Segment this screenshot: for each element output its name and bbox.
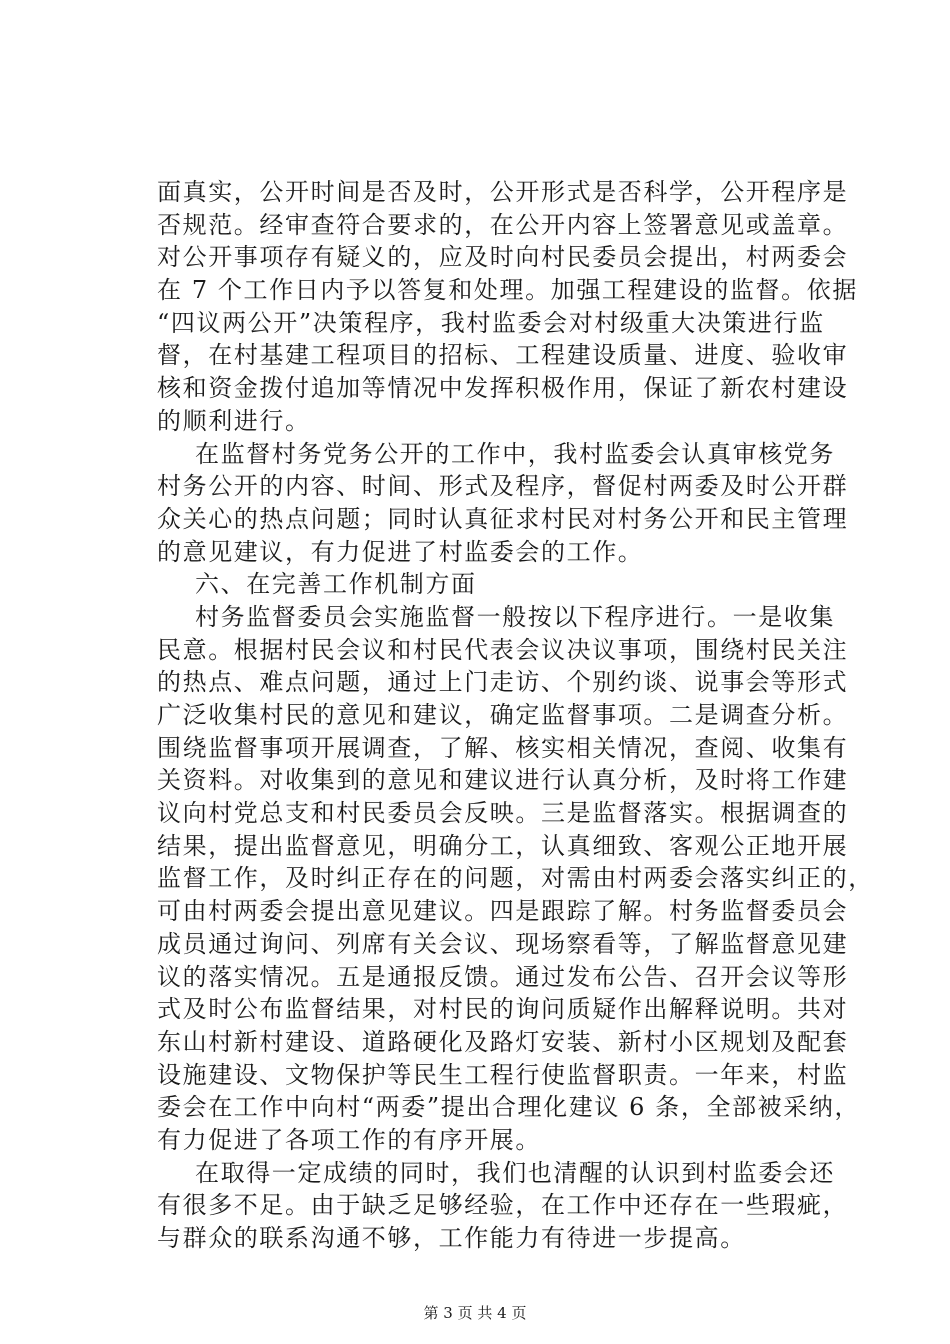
text-line: 可由村两委会提出意见建议。四是跟踪了解。村务监督委员会 <box>157 897 849 926</box>
text-line: 村务公开的内容、时间、形式及程序，督促村两委及时公开群 <box>157 472 849 501</box>
text-line: “四议两公开”决策程序，我村监委会对村级重大决策进行监 <box>157 308 825 337</box>
text-line: 议向村党总支和村民委员会反映。三是监督落实。根据调查的 <box>157 799 849 828</box>
text-line: 在监督村务党务公开的工作中，我村监委会认真审核党务 <box>195 439 835 468</box>
text-line: 的意见建议，有力促进了村监委会的工作。 <box>157 537 644 566</box>
text-line: 村务监督委员会实施监督一般按以下程序进行。一是收集 <box>195 602 835 631</box>
text-line: 监督工作，及时纠正存在的问题，对需由村两委会落实纠正的， <box>157 864 874 893</box>
text-line: 对公开事项存有疑义的，应及时向村民委员会提出，村两委会 <box>157 243 849 272</box>
text-line: 面真实，公开时间是否及时，公开形式是否科学，公开程序是 <box>157 178 849 206</box>
text-line: 民意。根据村民会议和村民代表会议决议事项，围绕村民关注 <box>157 635 849 664</box>
text-line: 围绕监督事项开展调查，了解、核实相关情况，查阅、收集有 <box>157 733 849 762</box>
text-line: 式及时公布监督结果，对村民的询问质疑作出解释说明。共对 <box>157 995 849 1024</box>
text-line: 关资料。对收集到的意见和建议进行认真分析，及时将工作建 <box>157 766 849 795</box>
text-line: 议的落实情况。五是通报反馈。通过发布公告、召开会议等形 <box>157 962 849 991</box>
text-line: 在 7 个工作日内予以答复和处理。加强工程建设的监督。依据 <box>157 276 858 305</box>
body-text <box>157 176 874 1255</box>
text-line: 否规范。经审查符合要求的，在公开内容上签署意见或盖章。 <box>157 210 849 239</box>
text-line: 结果，提出监督意见，明确分工，认真细致、客观公正地开展 <box>157 831 849 860</box>
text-line: 委会在工作中向村“两委”提出合理化建议 6 条，全部被采纳， <box>157 1093 861 1122</box>
page-number: 第 3 页 共 4 页 <box>423 1304 527 1322</box>
text-line: 核和资金拨付追加等情况中发挥积极作用，保证了新农村建设 <box>157 374 849 403</box>
text-line: 有力促进了各项工作的有序开展。 <box>157 1125 541 1154</box>
text-line: 东山村新村建设、道路硬化及路灯安装、新村小区规划及配套 <box>157 1027 849 1056</box>
section-heading: 六、在完善工作机制方面 <box>195 570 477 599</box>
text-line: 有很多不足。由于缺乏足够经验，在工作中还存在一些瑕疵， <box>157 1191 849 1220</box>
text-line: 广泛收集村民的意见和建议，确定监督事项。二是调查分析。 <box>157 701 849 729</box>
text-line: 督，在村基建工程项目的招标、工程建设质量、进度、验收审 <box>157 341 849 370</box>
text-line: 的热点、难点问题，通过上门走访、个别约谈、说事会等形式 <box>157 668 849 697</box>
text-line: 与群众的联系沟通不够，工作能力有待进一步提高。 <box>157 1224 746 1252</box>
text-line: 成员通过询问、列席有关会议、现场察看等，了解监督意见建 <box>157 929 849 958</box>
text-line: 在取得一定成绩的同时，我们也清醒的认识到村监委会还 <box>195 1158 835 1187</box>
text-line: 众关心的热点问题；同时认真征求村民对村务公开和民主管理 <box>157 504 849 533</box>
text-line: 的顺利进行。 <box>157 406 311 435</box>
text-line: 设施建设、文物保护等民生工程行使监督职责。一年来，村监 <box>157 1060 849 1089</box>
